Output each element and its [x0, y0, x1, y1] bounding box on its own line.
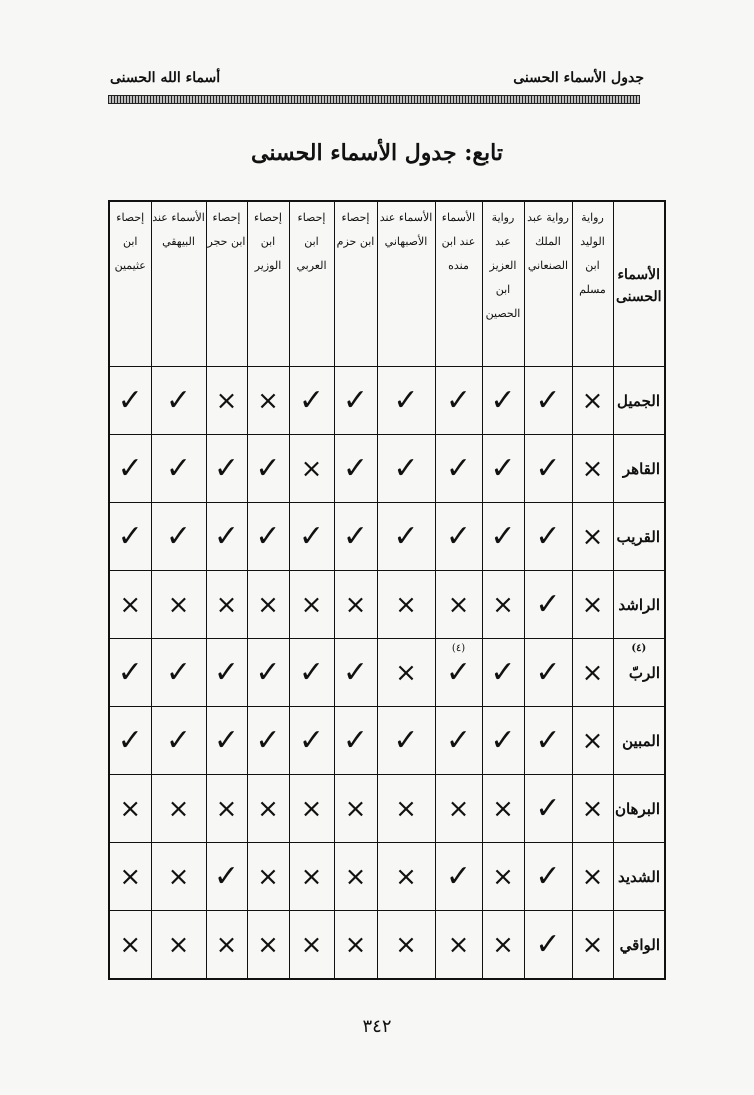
check-icon: ✓ — [117, 382, 143, 418]
divine-name: القريب — [616, 527, 660, 546]
column-header-source: الأسماء عند الأصبهاني — [377, 201, 435, 367]
cross-icon: × — [581, 725, 604, 756]
table-row — [109, 367, 665, 435]
divine-name-cell — [613, 435, 665, 503]
check-icon: ✓ — [445, 858, 472, 894]
column-header-source: الأسماء عند ابن منده — [435, 201, 482, 367]
check-icon: ✓ — [165, 450, 192, 486]
check-icon: ✓ — [393, 450, 419, 486]
check-icon: ✓ — [342, 722, 369, 758]
check-icon: ✓ — [255, 518, 281, 554]
included-mark-cell — [482, 639, 524, 707]
included-mark-cell — [524, 571, 572, 639]
excluded-mark-cell — [109, 843, 151, 911]
included-mark-cell — [247, 503, 289, 571]
included-mark-cell — [289, 707, 334, 775]
excluded-mark-cell — [289, 843, 334, 911]
divine-name-cell — [613, 707, 665, 775]
excluded-mark-cell — [247, 367, 289, 435]
cross-icon: × — [395, 929, 417, 960]
check-icon: ✓ — [490, 518, 516, 554]
included-mark-cell — [206, 707, 247, 775]
included-mark-cell — [109, 367, 151, 435]
cross-icon: × — [395, 657, 417, 688]
cross-icon: × — [167, 793, 190, 824]
excluded-mark-cell — [482, 843, 524, 911]
check-icon: ✓ — [393, 722, 419, 758]
page-number: ٣٤٢ — [362, 1016, 392, 1037]
excluded-mark-cell — [109, 571, 151, 639]
column-header-source: رواية عبد العزيز ابن الحصين — [482, 201, 524, 367]
cross-icon: × — [215, 929, 238, 960]
included-mark-cell — [482, 367, 524, 435]
excluded-mark-cell — [151, 775, 206, 843]
check-icon: ✓ — [535, 722, 561, 758]
table-row — [109, 843, 665, 911]
cross-icon: × — [119, 793, 142, 824]
included-mark-cell — [435, 843, 482, 911]
check-icon: ✓ — [298, 722, 325, 758]
cross-icon: × — [257, 589, 279, 620]
excluded-mark-cell — [289, 435, 334, 503]
check-icon: ✓ — [535, 382, 561, 418]
cross-icon: × — [581, 521, 604, 552]
included-mark-cell — [435, 435, 482, 503]
running-header-right: جدول الأسماء الحسنى — [513, 70, 644, 86]
divine-name-cell — [613, 843, 665, 911]
cross-icon: × — [215, 589, 238, 620]
cross-icon: × — [167, 929, 190, 960]
check-icon: ✓ — [535, 518, 561, 554]
table-header-row — [109, 201, 665, 367]
check-icon: ✓ — [445, 722, 472, 758]
excluded-mark-cell — [435, 571, 482, 639]
cross-icon: × — [167, 589, 190, 620]
table-row — [109, 775, 665, 843]
cross-icon: × — [581, 657, 604, 688]
check-icon: ✓ — [165, 722, 192, 758]
cross-icon: × — [492, 589, 514, 620]
cross-icon: × — [581, 453, 604, 484]
excluded-mark-cell — [151, 911, 206, 980]
column-header-source: إحصاء ابن حزم — [334, 201, 377, 367]
excluded-mark-cell — [206, 367, 247, 435]
divine-name: المبين — [622, 731, 660, 750]
excluded-mark-cell — [377, 843, 435, 911]
excluded-mark-cell — [289, 571, 334, 639]
included-mark-cell — [206, 639, 247, 707]
included-mark-cell — [435, 503, 482, 571]
cross-icon: × — [257, 793, 279, 824]
check-icon: ✓ — [535, 858, 561, 894]
check-icon: ✓ — [490, 382, 516, 418]
included-mark-cell — [109, 639, 151, 707]
cross-icon: × — [344, 929, 367, 960]
included-mark-cell — [524, 775, 572, 843]
check-icon: ✓ — [490, 722, 516, 758]
included-mark-cell — [435, 639, 482, 707]
check-icon: ✓ — [393, 382, 419, 418]
check-icon: ✓ — [535, 586, 561, 622]
excluded-mark-cell — [289, 911, 334, 980]
cross-icon: × — [447, 929, 470, 960]
cross-icon: × — [257, 385, 279, 416]
check-icon: ✓ — [342, 382, 369, 418]
check-icon: ✓ — [255, 450, 281, 486]
divine-name-cell — [613, 639, 665, 707]
cross-icon: × — [447, 793, 470, 824]
column-header-source: الأسماء عند البيهقي — [151, 201, 206, 367]
check-icon: ✓ — [117, 450, 143, 486]
check-icon: ✓ — [117, 654, 143, 690]
included-mark-cell — [482, 707, 524, 775]
check-icon: ✓ — [298, 518, 325, 554]
cross-icon: × — [395, 589, 417, 620]
included-mark-cell — [524, 911, 572, 980]
included-mark-cell — [206, 503, 247, 571]
excluded-mark-cell — [206, 911, 247, 980]
included-mark-cell — [334, 639, 377, 707]
header-rule — [108, 95, 640, 104]
cross-icon: × — [344, 589, 367, 620]
divine-name: الشديد — [617, 867, 660, 886]
table-row — [109, 707, 665, 775]
table-row — [109, 435, 665, 503]
cross-icon: × — [257, 929, 279, 960]
running-header-left: أسماء الله الحسنى — [110, 70, 221, 86]
included-mark-cell — [435, 707, 482, 775]
included-mark-cell — [151, 367, 206, 435]
excluded-mark-cell — [247, 911, 289, 980]
excluded-mark-cell — [572, 911, 613, 980]
cross-icon: × — [344, 861, 367, 892]
included-mark-cell — [247, 435, 289, 503]
check-icon: ✓ — [213, 450, 240, 486]
column-header-names: الأسماء الحسنى — [613, 201, 665, 367]
cross-icon: × — [581, 589, 604, 620]
excluded-mark-cell — [247, 843, 289, 911]
cross-icon: × — [395, 793, 417, 824]
excluded-mark-cell — [109, 911, 151, 980]
divine-name-cell — [613, 367, 665, 435]
check-icon: ✓ — [535, 790, 561, 826]
excluded-mark-cell — [247, 775, 289, 843]
cross-icon: × — [215, 793, 238, 824]
column-header-source: إحصاء ابن العربي — [289, 201, 334, 367]
check-icon: ✓ — [490, 450, 516, 486]
included-mark-cell — [524, 503, 572, 571]
included-mark-cell — [289, 639, 334, 707]
cross-icon: × — [492, 929, 514, 960]
excluded-mark-cell — [482, 571, 524, 639]
check-icon: ✓ — [535, 450, 561, 486]
check-icon: ✓ — [165, 518, 192, 554]
included-mark-cell — [524, 367, 572, 435]
excluded-mark-cell — [377, 775, 435, 843]
included-mark-cell — [377, 435, 435, 503]
excluded-mark-cell — [334, 571, 377, 639]
check-icon: ✓ — [117, 722, 143, 758]
divine-name-cell — [613, 775, 665, 843]
divine-name: الربّ — [628, 663, 660, 682]
cross-icon: × — [119, 929, 142, 960]
included-mark-cell — [151, 503, 206, 571]
column-header-source: إحصاء ابن حجر — [206, 201, 247, 367]
check-icon: ✓ — [213, 518, 240, 554]
cross-icon: × — [167, 861, 190, 892]
cross-icon: × — [492, 861, 514, 892]
included-mark-cell — [482, 435, 524, 503]
cross-icon: × — [581, 793, 604, 824]
included-mark-cell — [109, 503, 151, 571]
check-icon: ✓ — [298, 382, 325, 418]
divine-name: البرهان — [614, 799, 660, 818]
check-icon: ✓ — [342, 654, 369, 690]
excluded-mark-cell — [572, 503, 613, 571]
cross-icon: × — [300, 589, 323, 620]
cross-icon: × — [300, 929, 323, 960]
included-mark-cell — [334, 503, 377, 571]
check-icon: ✓ — [393, 518, 419, 554]
divine-name: القاهر — [622, 459, 660, 478]
table-row — [109, 571, 665, 639]
divine-name: الواقي — [619, 935, 660, 954]
excluded-mark-cell — [572, 367, 613, 435]
divine-name-cell — [613, 503, 665, 571]
excluded-mark-cell — [334, 775, 377, 843]
check-icon: ✓ — [490, 654, 516, 690]
check-icon: ✓ — [213, 654, 240, 690]
check-icon: ✓ — [535, 654, 561, 690]
excluded-mark-cell — [151, 843, 206, 911]
column-header-source: إحصاء ابن الوزير — [247, 201, 289, 367]
excluded-mark-cell — [435, 911, 482, 980]
column-header-source: إحصاء ابن عثيمين — [109, 201, 151, 367]
included-mark-cell — [247, 707, 289, 775]
cross-icon: × — [492, 793, 514, 824]
included-mark-cell — [377, 707, 435, 775]
included-mark-cell — [482, 503, 524, 571]
excluded-mark-cell — [572, 707, 613, 775]
excluded-mark-cell — [151, 571, 206, 639]
included-mark-cell — [435, 367, 482, 435]
included-mark-cell — [334, 435, 377, 503]
included-mark-cell — [206, 435, 247, 503]
check-icon: ✓ — [165, 654, 192, 690]
excluded-mark-cell — [572, 571, 613, 639]
names-comparison-table — [108, 200, 666, 980]
cross-icon: × — [447, 589, 470, 620]
check-icon: ✓ — [298, 654, 325, 690]
table-row — [109, 911, 665, 980]
cross-icon: × — [395, 861, 417, 892]
excluded-mark-cell — [572, 435, 613, 503]
excluded-mark-cell — [482, 775, 524, 843]
excluded-mark-cell — [247, 571, 289, 639]
excluded-mark-cell — [435, 775, 482, 843]
included-mark-cell — [247, 639, 289, 707]
excluded-mark-cell — [206, 775, 247, 843]
cross-icon: × — [581, 929, 604, 960]
table-title: تابع: جدول الأسماء الحسنى — [251, 140, 503, 166]
excluded-mark-cell — [377, 639, 435, 707]
check-icon: ✓ — [445, 654, 472, 690]
table-row — [109, 639, 665, 707]
excluded-mark-cell — [572, 843, 613, 911]
check-icon: ✓ — [535, 926, 561, 962]
included-mark-cell — [377, 503, 435, 571]
included-mark-cell — [206, 843, 247, 911]
included-mark-cell — [151, 707, 206, 775]
cross-icon: × — [300, 861, 323, 892]
footnote-marker: (٤) — [631, 643, 647, 654]
check-icon: ✓ — [342, 450, 369, 486]
check-icon: ✓ — [445, 450, 472, 486]
check-icon: ✓ — [445, 518, 472, 554]
cross-icon: × — [581, 385, 604, 416]
footnote-marker: (٤) — [451, 643, 466, 654]
divine-name-cell — [613, 911, 665, 980]
column-header-source: رواية الوليد ابن مسلم — [572, 201, 613, 367]
included-mark-cell — [151, 639, 206, 707]
cross-icon: × — [581, 861, 604, 892]
check-icon: ✓ — [213, 722, 240, 758]
divine-name-cell — [613, 571, 665, 639]
cross-icon: × — [119, 589, 142, 620]
excluded-mark-cell — [334, 911, 377, 980]
check-icon: ✓ — [342, 518, 369, 554]
check-icon: ✓ — [255, 654, 281, 690]
included-mark-cell — [377, 367, 435, 435]
excluded-mark-cell — [377, 911, 435, 980]
excluded-mark-cell — [572, 775, 613, 843]
divine-name: الراشد — [618, 595, 660, 614]
included-mark-cell — [334, 707, 377, 775]
cross-icon: × — [300, 793, 323, 824]
excluded-mark-cell — [572, 639, 613, 707]
included-mark-cell — [524, 639, 572, 707]
check-icon: ✓ — [117, 518, 143, 554]
cross-icon: × — [300, 453, 323, 484]
column-header-source: رواية عبد الملك الصنعاني — [524, 201, 572, 367]
cross-icon: × — [344, 793, 367, 824]
check-icon: ✓ — [445, 382, 472, 418]
cross-icon: × — [215, 385, 238, 416]
table-row — [109, 503, 665, 571]
excluded-mark-cell — [206, 571, 247, 639]
included-mark-cell — [334, 367, 377, 435]
divine-name: الجميل — [617, 391, 660, 410]
cross-icon: × — [119, 861, 142, 892]
included-mark-cell — [524, 707, 572, 775]
included-mark-cell — [151, 435, 206, 503]
included-mark-cell — [524, 843, 572, 911]
included-mark-cell — [289, 367, 334, 435]
included-mark-cell — [524, 435, 572, 503]
excluded-mark-cell — [334, 843, 377, 911]
included-mark-cell — [109, 707, 151, 775]
included-mark-cell — [289, 503, 334, 571]
check-icon: ✓ — [165, 382, 192, 418]
check-icon: ✓ — [255, 722, 281, 758]
check-icon: ✓ — [213, 858, 240, 894]
excluded-mark-cell — [482, 911, 524, 980]
excluded-mark-cell — [289, 775, 334, 843]
excluded-mark-cell — [109, 775, 151, 843]
included-mark-cell — [109, 435, 151, 503]
excluded-mark-cell — [377, 571, 435, 639]
cross-icon: × — [257, 861, 279, 892]
